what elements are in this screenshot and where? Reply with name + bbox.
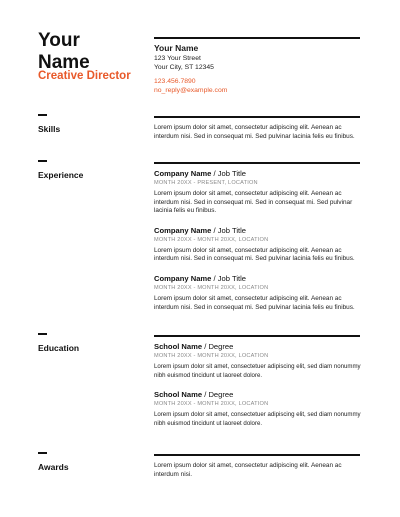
title-separator: / [202, 342, 209, 351]
resume-name-heading [38, 30, 148, 74]
awards-text: Lorem ipsum dolor sit amet, consectetur adipiscing elit. Aenean ac interdum nisi. [154, 462, 342, 478]
entry-title [154, 274, 364, 284]
title-separator: / [211, 169, 218, 178]
experience-entry [154, 226, 364, 264]
entry-text: Lorem ipsum dolor sit amet, consectetur adipiscing elit. Aenean ac interdum nisi. Sed in consequat mi. Sed pulvinar lacinia felis eu finibus. [154, 294, 355, 311]
experience-list [154, 169, 364, 322]
contact-top-rule [154, 37, 360, 39]
contact-phone: 123.456.7890 [154, 78, 196, 85]
education-entry [154, 390, 364, 428]
title-separator: / [211, 273, 218, 283]
school-name: School Name [154, 342, 203, 351]
awards-dash [38, 452, 47, 454]
entry-text: Lorem ipsum dolor sit amet, consectetuer adipiscing elit, sed diam nonummy nibh euismod tincidunt ut laoreet dolore. [154, 411, 361, 427]
education-rule [154, 335, 360, 337]
degree: Degree [208, 390, 234, 400]
job-title: Job Title [217, 169, 247, 178]
degree: Degree [208, 342, 234, 351]
contact-street: 123 Your Street [154, 55, 201, 62]
skills-rule [154, 116, 360, 118]
entry-text: Lorem ipsum dolor sit amet, consectetuer adipiscing elit, sed diam nonummy nibh euismod tincidunt ut laoreet dolore. [154, 363, 361, 379]
skills-dash [38, 114, 47, 116]
experience-dash [38, 160, 47, 162]
company-name: Company Name [154, 225, 212, 235]
education-entry [154, 342, 364, 380]
awards-rule [154, 454, 360, 456]
entry-title [154, 226, 364, 236]
experience-label: Experience [38, 170, 84, 180]
contact-name: Your Name [154, 43, 199, 53]
job-title: Job Title [217, 225, 247, 235]
entry-meta: MONTH 20XX - MONTH 20XX, LOCATION [154, 401, 269, 408]
education-dash [38, 333, 47, 335]
contact-block [154, 43, 364, 95]
experience-rule [154, 162, 360, 164]
contact-city: Your City, ST 12345 [154, 64, 214, 71]
entry-meta: MONTH 20XX - MONTH 20XX, LOCATION [154, 353, 269, 359]
awards-label: Awards [38, 462, 69, 472]
company-name: Company Name [154, 169, 212, 178]
skills-label: Skills [38, 124, 61, 134]
entry-title [154, 169, 364, 179]
entry-text: Lorem ipsum dolor sit amet, consectetur adipiscing elit. Aenean ac interdum nisi. Sed in consequat mi. Sed in consequat mi. Sed pulvinar lacinia felis eu finibus. [154, 190, 353, 215]
experience-entry [154, 274, 364, 312]
education-label: Education [38, 343, 80, 353]
entry-title [154, 342, 364, 352]
entry-meta: MONTH 20XX - MONTH 20XX, LOCATION [154, 284, 269, 291]
title-separator: / [211, 225, 218, 235]
experience-entry [154, 169, 364, 216]
role-title: Creative Director [38, 70, 131, 82]
name-line-1: Your [38, 30, 80, 51]
education-list [154, 342, 364, 438]
entry-text: Lorem ipsum dolor sit amet, consectetur adipiscing elit. Aenean ac interdum nisi. Sed in consequat mi. Sed pulvinar lacinia felis eu finibus. [154, 246, 355, 263]
entry-meta: MONTH 20XX - PRESENT, LOCATION [154, 180, 258, 186]
name-line-2: Name [38, 52, 90, 73]
company-name: Company Name [154, 273, 212, 283]
contact-email[interactable]: no_reply@example.com [154, 87, 228, 94]
title-separator: / [202, 390, 209, 400]
entry-meta: MONTH 20XX - MONTH 20XX, LOCATION [154, 236, 269, 243]
entry-title [154, 390, 364, 400]
skills-text: Lorem ipsum dolor sit amet, consectetur adipiscing elit. Aenean ac interdum nisi. Sed in consequat mi. Sed pulvinar lacinia felis eu finibus. [154, 124, 355, 140]
school-name: School Name [154, 390, 203, 400]
job-title: Job Title [217, 273, 247, 283]
